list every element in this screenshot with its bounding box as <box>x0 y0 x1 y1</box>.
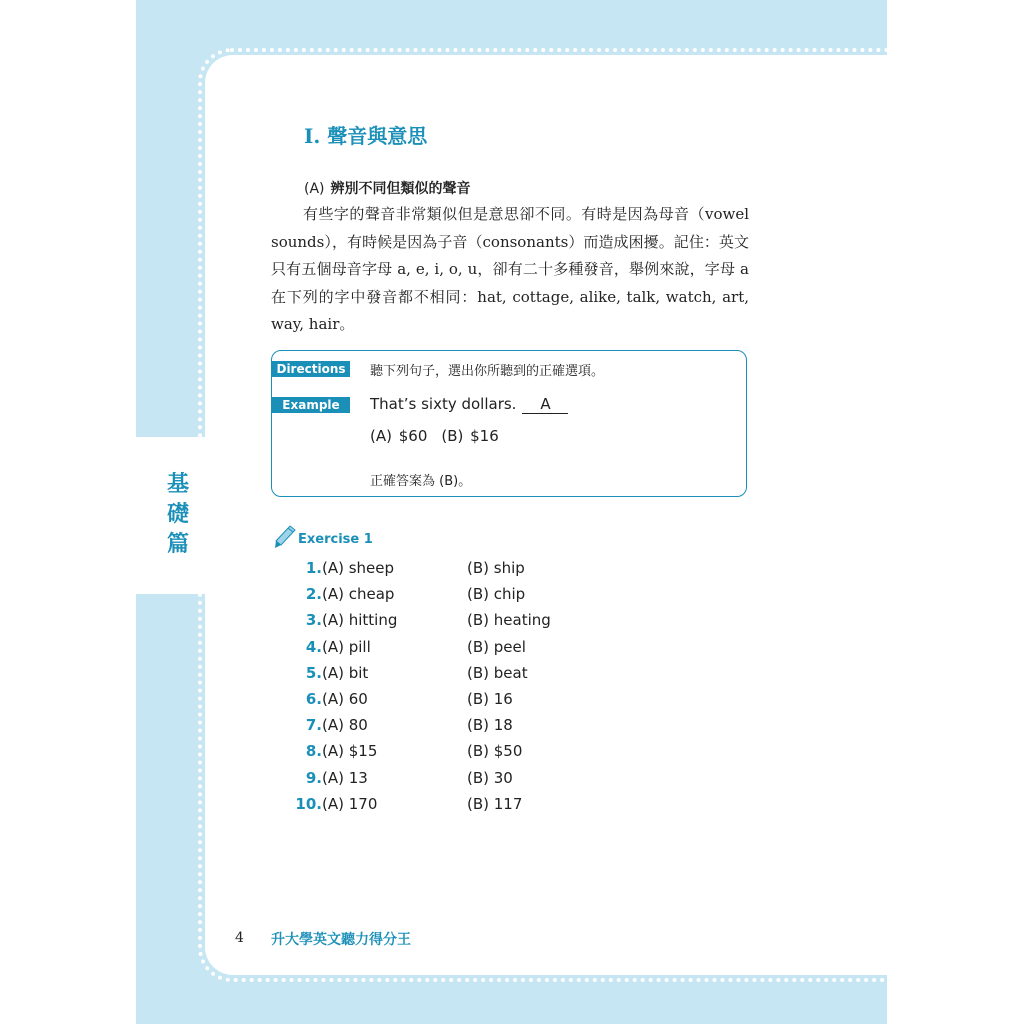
option-a: (A) 80 <box>322 716 368 735</box>
directions-text: 聽下列句子，選出你所聽到的正確選項。 <box>370 364 605 379</box>
example-option-a: (A) $60 <box>370 427 428 445</box>
option-b: (B) peel <box>467 637 526 656</box>
exercise-title: Exercise 1 <box>298 532 373 547</box>
sub-heading-tag: (A) <box>304 181 325 197</box>
exercise-item <box>0 690 700 712</box>
option-b: (B) beat <box>467 663 528 682</box>
sub-heading-text: 辨別不同但類似的聲音 <box>330 181 471 197</box>
option-b: (B) 16 <box>467 690 513 708</box>
exercise-item <box>0 664 700 686</box>
example-sentence-text: That’s sixty dollars. <box>370 395 517 413</box>
right-margin <box>887 0 1024 1024</box>
option-a: (A) 60 <box>322 690 368 708</box>
exercise-item <box>0 716 700 738</box>
book-title: 升大學英文聽力得分王 <box>271 932 411 948</box>
item-number: 8. <box>305 742 322 761</box>
option-b: (B) 117 <box>467 794 523 813</box>
item-number: 10. <box>295 794 322 813</box>
sub-heading <box>304 178 471 198</box>
exercise-item <box>0 559 700 581</box>
correct-answer-note: 正確答案為 (B)。 <box>370 474 472 489</box>
item-number: 3. <box>305 611 322 630</box>
body-paragraph: 有些字的聲音非常類似但是意思卻不同。有時是因為母音（vowel sounds），有時候是因為子音（consonants）而造成困擾。記住：英文只有五個母音字母 a, e, i, o, u，卻有二十多種發音，舉例來說，字母 a 在下列的字中發音都不相同：hat, cottage, alike, talk, watch, art, way, hair。 <box>271 205 749 333</box>
item-number: 2. <box>305 585 322 604</box>
example-options <box>370 427 499 445</box>
item-number: 6. <box>305 690 322 708</box>
option-b: (B) ship <box>467 559 525 577</box>
item-number: 1. <box>305 559 322 577</box>
option-b: (B) $50 <box>467 742 523 761</box>
option-a: (A) 13 <box>322 768 368 787</box>
option-a: (A) hitting <box>322 611 398 630</box>
exercise-item <box>0 585 700 607</box>
option-a: (A) $15 <box>322 742 378 761</box>
exercise-item <box>0 769 700 791</box>
option-b: (B) 18 <box>467 716 513 735</box>
option-b: (B) 30 <box>467 768 513 787</box>
option-a: (A) sheep <box>322 559 395 577</box>
example-sentence <box>370 395 568 414</box>
exercise-item <box>0 611 700 633</box>
item-number: 7. <box>305 716 322 735</box>
option-a: (A) cheap <box>322 585 395 604</box>
side-tab-label: 基 礎 篇 <box>166 472 189 557</box>
exercise-item <box>0 795 700 817</box>
exercise-item <box>0 742 700 764</box>
example-answer: A <box>522 395 568 414</box>
pencil-icon <box>273 524 297 550</box>
option-a: (A) bit <box>322 663 369 682</box>
page-number: 4 <box>235 930 244 946</box>
option-b: (B) chip <box>467 585 526 604</box>
item-number: 4. <box>305 637 322 656</box>
option-a: (A) pill <box>322 637 371 656</box>
directions-label: Directions <box>272 361 350 377</box>
item-number: 9. <box>305 768 322 787</box>
exercise-item <box>0 638 700 660</box>
option-b: (B) heating <box>467 611 551 630</box>
option-a: (A) 170 <box>322 794 378 813</box>
example-label: Example <box>272 397 350 413</box>
example-option-b: (B) $16 <box>441 427 499 445</box>
section-title: I. 聲音與意思 <box>304 124 428 148</box>
item-number: 5. <box>305 663 322 682</box>
